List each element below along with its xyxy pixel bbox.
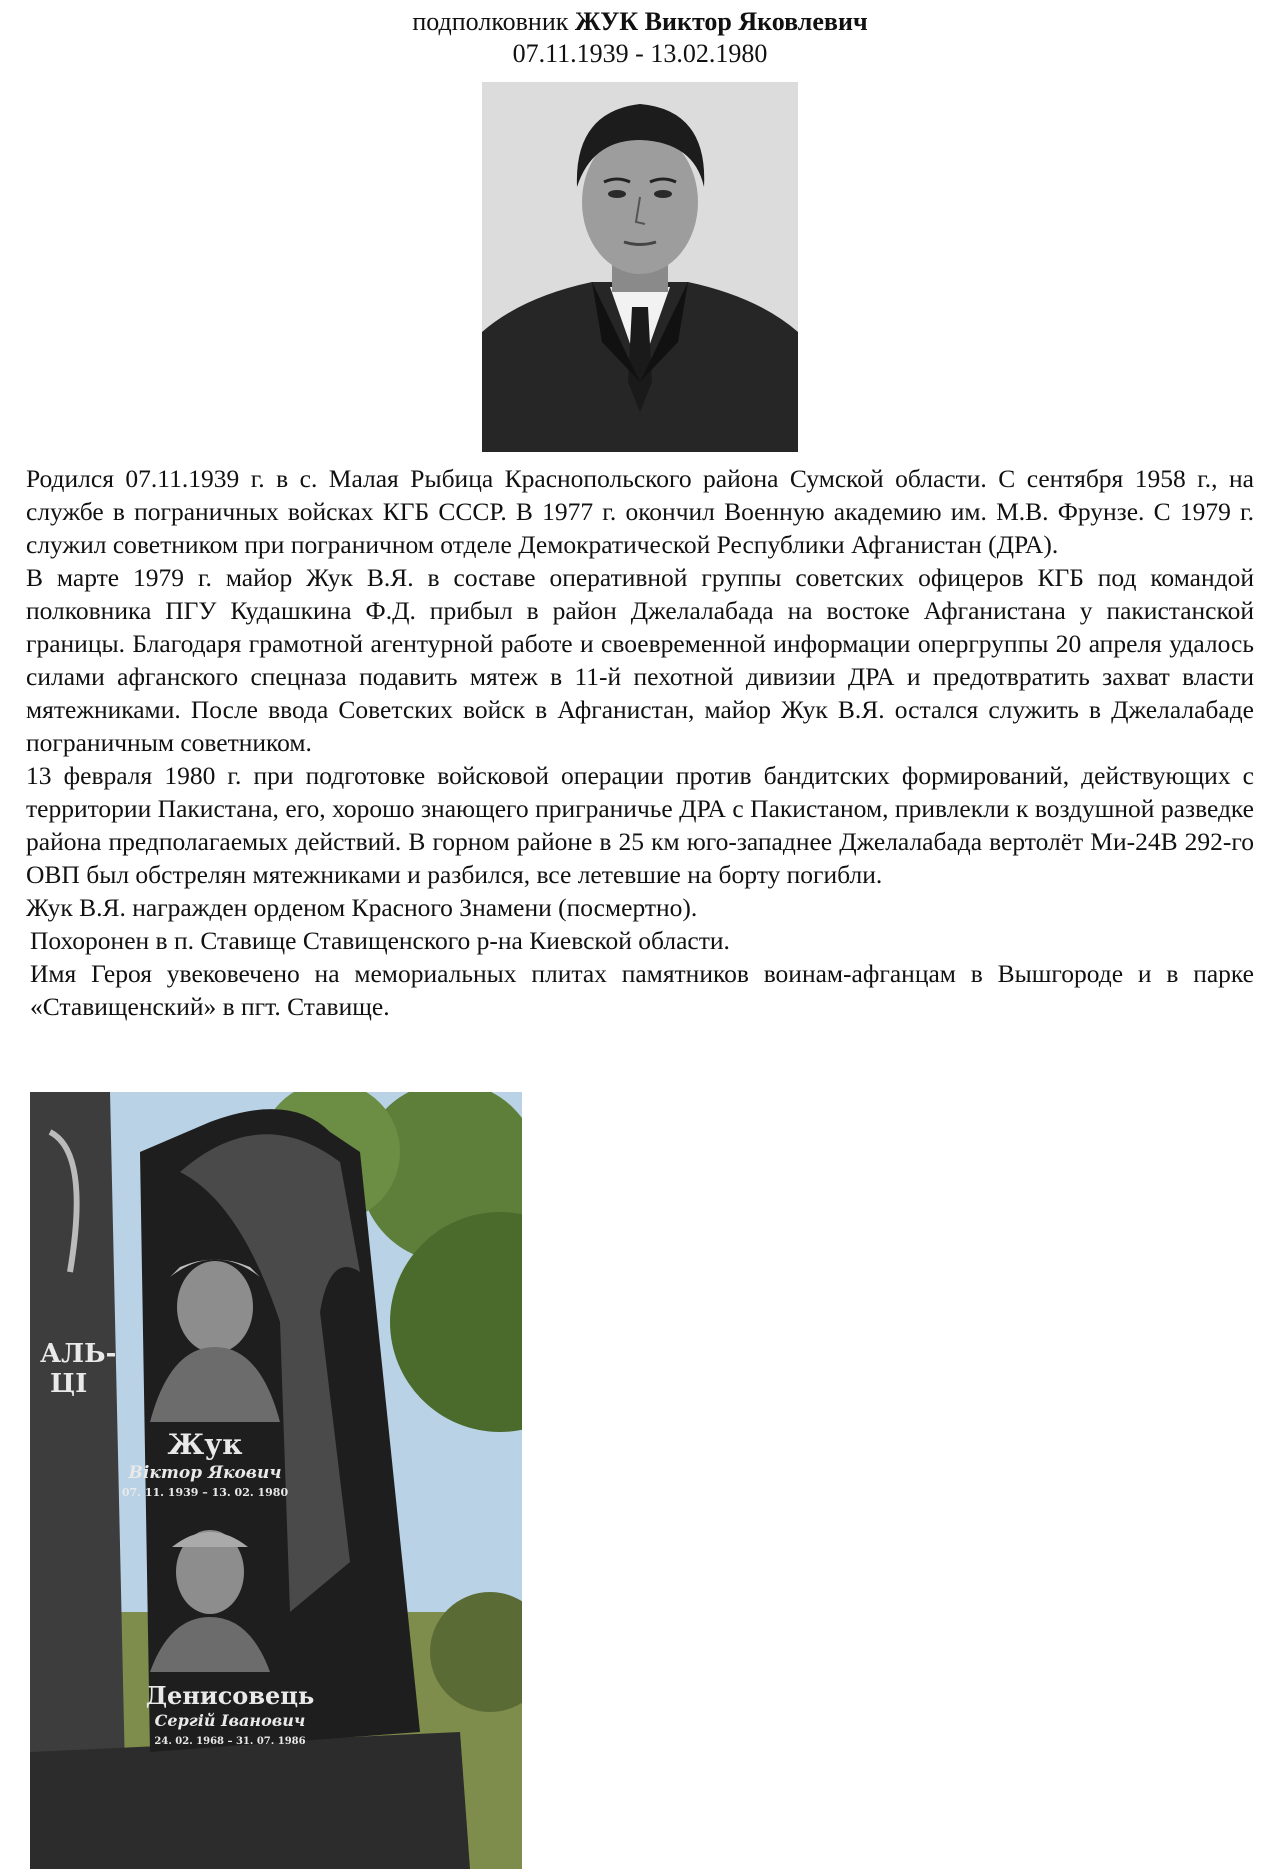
engraved-dates-2: 24. 02. 1968 – 31. 07. 1986 bbox=[154, 1736, 306, 1747]
engraved-surname-2: Денисовець bbox=[145, 1681, 315, 1710]
engraved-surname-1: Жук bbox=[167, 1428, 243, 1461]
side-engraving: АЛЬ- bbox=[40, 1339, 117, 1369]
biography bbox=[26, 462, 1254, 1023]
svg-text:ЦІ: ЦІ bbox=[50, 1369, 88, 1399]
life-dates: 07.11.1939 - 13.02.1980 bbox=[512, 39, 768, 68]
engraved-name-1: Віктор Якович bbox=[128, 1463, 282, 1483]
bio-paragraph-service: В марте 1979 г. майор Жук В.Я. в составе оперативной группы советских офицеров КГБ под командой полковника ПГУ Кудашкина Ф.Д. прибыл в район Джелалабада на востоке Афганистана у пакистанской границы. Благодаря грамотной агентурной работе и своевременной информации опергруппы 20 апреля удалось силами афганского спецназа подавить мятеж в 11-й пехотной дивизии ДРА и предотвратить захват власти мятежниками. После ввода Советских войск в Афганистан, майор Жук В.Я. остался служить в Джелалабаде пограничным советником. bbox=[26, 563, 1254, 757]
memorial-stone-photo-icon bbox=[30, 1092, 522, 1869]
bio-paragraph-memory: Имя Героя увековечено на мемориальных плитах памятников воинам-афганцам в Вышгороде и в парке «Ставищенский» в пгт. Ставище. bbox=[30, 959, 1254, 1021]
bio-paragraph-birth: Родился 07.11.1939 г. в с. Малая Рыбица Краснопольского района Сумской области. С сентября 1958 г., на службе в пограничных войсках КГБ СССР. В 1977 г. окончил Военную академию им. М.В. Фрунзе. С 1979 г. служил советником при пограничном отделе Демократической Республики Афганистан (ДРА). bbox=[26, 464, 1254, 559]
engraved-name-2: Сергій Іванович bbox=[154, 1711, 306, 1730]
bio-paragraph-burial: Похоронен в п. Ставище Ставищенского р-на Киевской области. bbox=[30, 926, 730, 955]
page-header bbox=[0, 6, 1280, 70]
rank: подполковник bbox=[412, 7, 569, 36]
title-line bbox=[0, 6, 1280, 38]
bio-paragraph-death: 13 февраля 1980 г. при подготовке войсковой операции против бандитских формирований, действующих с территории Пакистана, его, хорошо знающего приграничье ДРА с Пакистаном, привлекли к воздушной разведке района предполагаемых действий. В горном районе в 25 км юго-западнее Джелалабада вертолёт Ми-24В 292-го ОВП был обстрелян мятежниками и разбился, все летевшие на борту погибли. bbox=[26, 761, 1254, 889]
bio-paragraph-award: Жук В.Я. награжден орденом Красного Знамени (посмертно). bbox=[26, 893, 698, 922]
person-name: ЖУК Виктор Яковлевич bbox=[574, 7, 868, 36]
portrait-photo-icon bbox=[482, 82, 798, 452]
engraved-dates-1: 07. 11. 1939 – 13. 02. 1980 bbox=[121, 1486, 289, 1499]
